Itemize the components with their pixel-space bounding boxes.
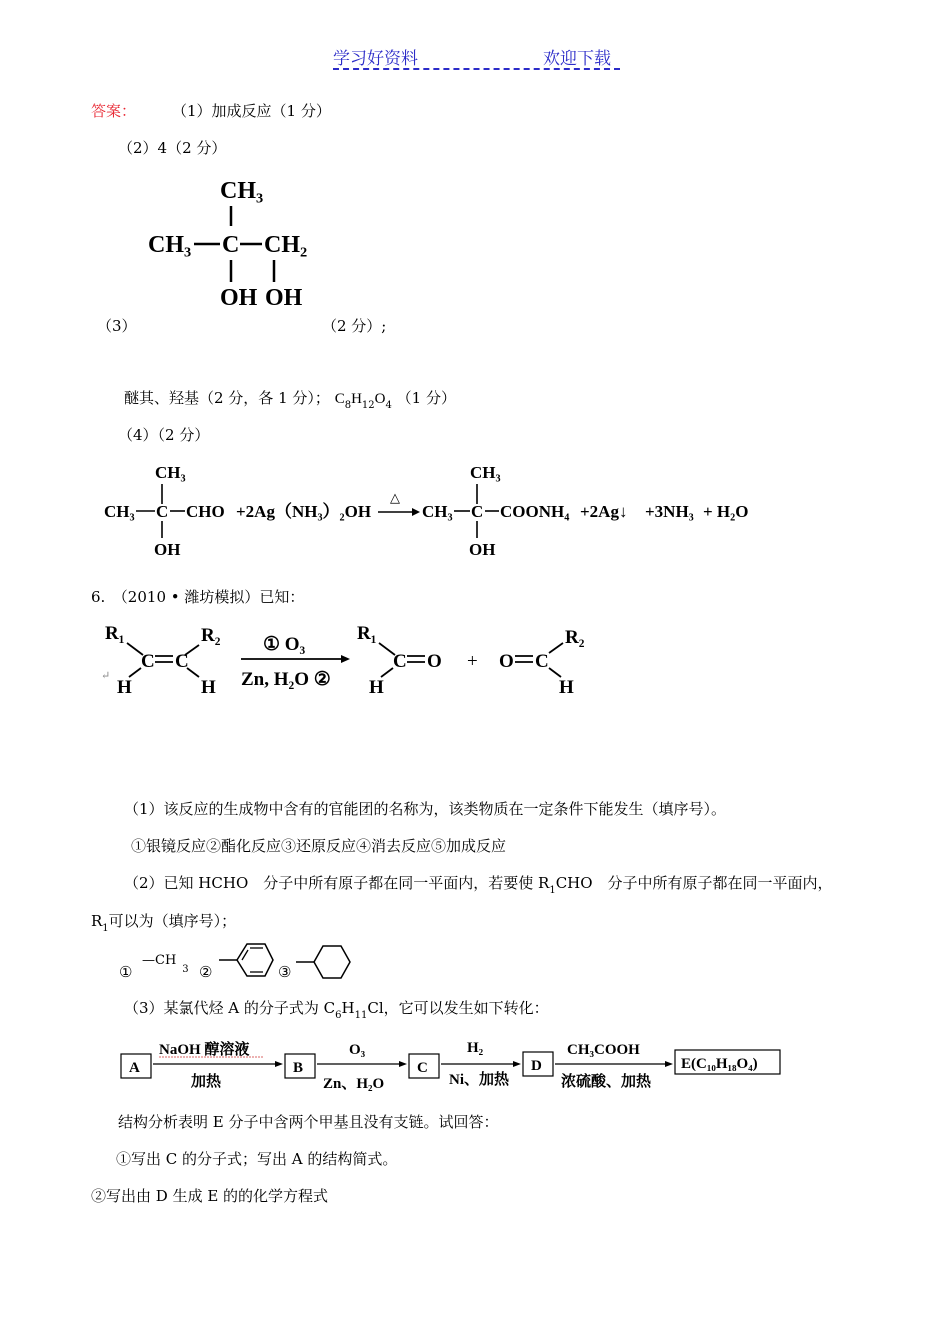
header-right: 欢迎下载	[543, 49, 611, 69]
header-underline	[333, 68, 620, 70]
struct1-oh1: OH	[220, 285, 258, 311]
silver-mirror-reaction	[100, 458, 760, 568]
q6-part3-after: 结构分析表明 E 分子中含两个甲基且没有支链。试回答：	[118, 1113, 499, 1131]
ozo-prod-h: H	[369, 677, 384, 698]
flow-a2-bot: Zn、H₂O	[323, 1076, 385, 1092]
ozo-h2: H	[201, 677, 216, 698]
ozonolysis-scheme	[95, 615, 605, 705]
q6-part2-line2	[91, 910, 237, 934]
formula-o: O	[374, 391, 386, 407]
flow-e: E(C₁₀H₁₈O₄)	[681, 1056, 758, 1072]
rxn4-c: C	[156, 502, 169, 521]
q6-title: 6. （2010 • 潍坊模拟）已知：	[91, 588, 305, 606]
ozo-prod-r1: R₁	[357, 623, 377, 644]
struct1-ch2: CH₂	[264, 232, 308, 258]
answer-label: 答案：	[91, 102, 137, 120]
rxn4-reagent: +2Ag（NH₃）₂OH	[236, 502, 372, 521]
q6-part1-options: ①银镜反应②酯化反应③还原反应④消去反应⑤加成反应	[131, 837, 507, 855]
q6-part3-q1: ①写出 C 的分子式；写出 A 的结构简式。	[116, 1150, 398, 1168]
flow-a4-bot: 浓硫酸、加热	[561, 1074, 652, 1090]
answer-q2: （2）4（2 分）	[118, 139, 227, 157]
q6-opt1-sub: 3	[182, 964, 189, 975]
ozo-r1: R₁	[105, 623, 125, 644]
q6-opt1-text	[142, 953, 189, 975]
answer-q3-groups-line	[124, 387, 456, 411]
q6-opt1-label: ①	[119, 963, 133, 981]
ozo-prod2-o: O	[499, 651, 514, 672]
struct1-c: C	[222, 232, 240, 258]
flow-a3-top: H₂	[467, 1040, 484, 1056]
formula-o-count: 4	[385, 400, 392, 411]
ozo-prod2-c: C	[535, 651, 549, 672]
q6-part3-q2: ②写出由 D 生成 E 的的化学方程式	[91, 1187, 329, 1205]
rxn4-left: CH₃	[104, 502, 135, 521]
rxn4-nh3: +3NH₃	[645, 502, 694, 521]
rxn4-ch3-top1: CH₃	[155, 463, 186, 482]
phenyl-structure	[215, 940, 275, 984]
ozo-step2: Zn, H₂O ②	[241, 669, 331, 690]
rxn4-h2o: + H₂O	[703, 502, 749, 521]
struct1-ch3-top: CH₃	[220, 178, 264, 204]
q6-part3-line	[124, 997, 549, 1021]
q6-part2-r: R	[91, 912, 103, 930]
ozo-prod-o: O	[427, 651, 442, 672]
ozo-step1: ① O₃	[263, 634, 306, 655]
q6-part3-a: （3）某氯代烃 A 的分子式为 C	[124, 999, 336, 1017]
rxn4-cho: CHO	[186, 502, 225, 521]
q6-opt3-label: ③	[278, 963, 292, 981]
header-left: 学习好资料	[333, 49, 418, 69]
q6-part3-b: H	[341, 999, 355, 1017]
q6-part2-a: （2）已知 HCHO 分子中所有原子都在同一平面内，若要使 R	[124, 874, 550, 892]
q6-part2-line1	[124, 872, 833, 896]
rxn4-oh1: OH	[154, 540, 181, 559]
diol-structure	[140, 170, 340, 315]
answer-q3-label: （3）	[97, 317, 137, 335]
q6-part2-sub1: 1	[549, 885, 556, 896]
formula-h: H	[351, 391, 362, 407]
answer-q3-formula-score: （1 分）	[396, 389, 456, 407]
ozo-r2: R₂	[201, 625, 221, 646]
q6-part2-c: 可以为（填序号）；	[108, 912, 237, 930]
q6-part3-sub2: 11	[354, 1010, 368, 1021]
struct1-ch3-left: CH₃	[148, 232, 192, 258]
flow-c: C	[417, 1060, 428, 1076]
flow-a4-top: CH₃COOH	[567, 1042, 640, 1058]
ozo-prod2-h: H	[559, 677, 574, 698]
answer-q1: （1）加成反应（1 分）	[172, 102, 331, 120]
rxn4-ag: +2Ag↓	[580, 502, 628, 521]
q6-opt1-methyl: —CH	[142, 953, 177, 968]
ozo-prod2-r2: R₂	[565, 627, 585, 648]
rxn4-oh2: OH	[469, 540, 496, 559]
flow-b: B	[293, 1060, 304, 1076]
rxn4-prod-right: COONH₄	[500, 502, 570, 521]
ozo-c1: C	[141, 651, 155, 672]
flow-d: D	[531, 1058, 542, 1074]
answer-q3-score: （2 分）;	[322, 317, 387, 335]
rxn4-prod-left: CH₃	[422, 502, 453, 521]
formula-h-count: 12	[361, 400, 375, 411]
flow-a3-bot: Ni、加热	[449, 1072, 510, 1088]
ozo-plus: +	[467, 651, 478, 672]
flow-a2-top: O₃	[349, 1042, 366, 1058]
ozo-prod-c: C	[393, 651, 407, 672]
cyclohexyl-structure	[292, 940, 354, 984]
flow-a: A	[129, 1060, 140, 1076]
q6-opt2-label: ②	[199, 963, 213, 981]
rxn4-prod-c: C	[471, 502, 484, 521]
q6-part2-rsub: 1	[102, 923, 109, 934]
q6-part1: （1）该反应的生成物中含有的官能团的名称为，该类物质在一定条件下能发生（填序号）。	[124, 800, 727, 818]
rxn4-ch3-top2: CH₃	[470, 463, 501, 482]
flow-a1-top: NaOH 醇溶液	[159, 1042, 250, 1058]
q6-part3-sub1: 6	[335, 1010, 342, 1021]
rxn4-heat: △	[390, 490, 400, 505]
ozo-c2: C	[175, 651, 189, 672]
struct1-oh2: OH	[265, 285, 303, 311]
answer-q4: （4）（2 分）	[118, 426, 210, 444]
ozo-h1: H	[117, 677, 132, 698]
q6-part2-b: CHO 分子中所有原子都在同一平面内，	[555, 874, 833, 892]
answer-q3-groups: 醚其、羟基（2 分，各 1 分）；	[124, 389, 330, 407]
q6-part3-c: Cl，它可以发生如下转化：	[367, 999, 549, 1017]
conversion-flow	[115, 1030, 795, 1100]
formula-c: C	[334, 391, 345, 407]
svg-text:↵: ↵	[101, 670, 111, 682]
flow-a1-bot: 加热	[191, 1074, 222, 1090]
formula-c-count: 8	[344, 400, 352, 411]
